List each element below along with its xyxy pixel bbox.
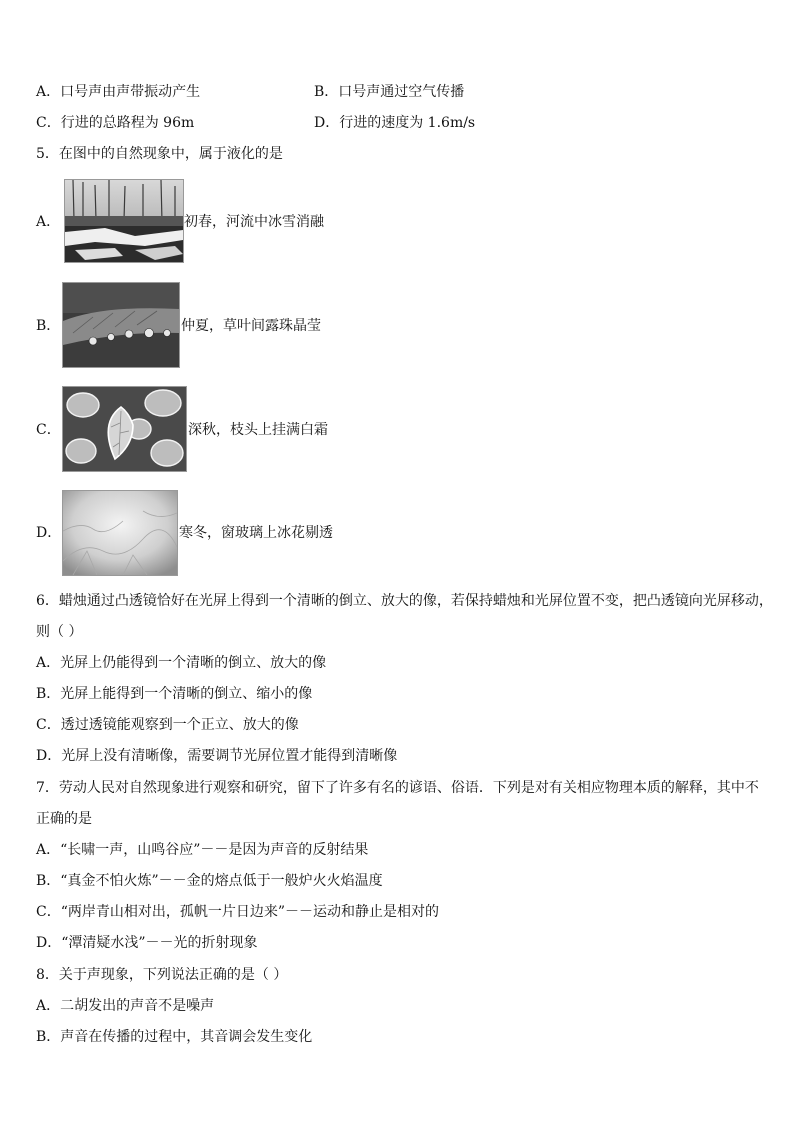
- river-ice-melting-photo: [64, 179, 184, 263]
- q4-option-a: A．口号声由声带振动产生: [36, 84, 201, 100]
- dew-on-leaf-photo: [62, 282, 180, 368]
- q8-option-a: A．二胡发出的声音不是噪声: [36, 998, 215, 1014]
- q6-stem-line1: 6．蜡烛通过凸透镜恰好在光屏上得到一个清晰的倒立、放大的像，若保持蜡烛和光屏位置不变，把凸透镜向光屏移动，: [36, 593, 773, 609]
- q7-option-d: D．“潭清疑水浅”－－光的折射现象: [36, 935, 258, 951]
- q5-option-d-caption: 寒冬，窗玻璃上冰花剔透: [179, 525, 333, 541]
- q7-stem-line2: 正确的是: [36, 811, 92, 827]
- q7-stem-line1: 7．劳动人民对自然现象进行观察和研究，留下了许多有名的谚语、俗语．下列是对有关相应物理本质的解释，其中不: [36, 780, 759, 796]
- q6-option-b: B．光屏上能得到一个清晰的倒立、缩小的像: [36, 686, 313, 702]
- q6-option-c: C．透过透镜能观察到一个正立、放大的像: [36, 717, 299, 733]
- q6-option-a: A．光屏上仍能得到一个清晰的倒立、放大的像: [36, 655, 327, 671]
- window-frost-photo: [62, 490, 178, 576]
- q8-option-b: B．声音在传播的过程中，其音调会发生变化: [36, 1029, 313, 1045]
- q5-option-c-caption: 深秋，枝头上挂满白霜: [188, 422, 328, 438]
- q5-option-c-label: C．: [36, 422, 61, 438]
- q4-option-c: C．行进的总路程为 96m: [36, 115, 195, 131]
- frost-on-leaves-photo: [62, 386, 187, 472]
- q5-option-a-label: A．: [36, 214, 61, 230]
- q6-stem-line2: 则（ ）: [36, 624, 83, 640]
- q7-option-c: C．“两岸青山相对出，孤帆一片日边来”－－运动和静止是相对的: [36, 904, 440, 920]
- q7-option-b: B．“真金不怕火炼”－－金的熔点低于一般炉火火焰温度: [36, 873, 383, 889]
- q6-option-d: D．光屏上没有清晰像，需要调节光屏位置才能得到清晰像: [36, 748, 398, 764]
- q5-option-b-label: B．: [36, 318, 61, 334]
- q4-option-d: D．行进的速度为 1.6m/s: [314, 115, 476, 131]
- q5-stem: 5．在图中的自然现象中，属于液化的是: [36, 146, 283, 162]
- q7-option-a: A．“长啸一声，山鸣谷应”－－是因为声音的反射结果: [36, 842, 369, 858]
- q5-option-d-label: D．: [36, 525, 62, 541]
- q4-option-b: B．口号声通过空气传播: [314, 84, 465, 100]
- q5-option-a-caption: 初春，河流中冰雪消融: [184, 214, 324, 230]
- q8-stem: 8．关于声现象，下列说法正确的是（ ）: [36, 967, 288, 983]
- q5-option-b-caption: 仲夏，草叶间露珠晶莹: [181, 318, 321, 334]
